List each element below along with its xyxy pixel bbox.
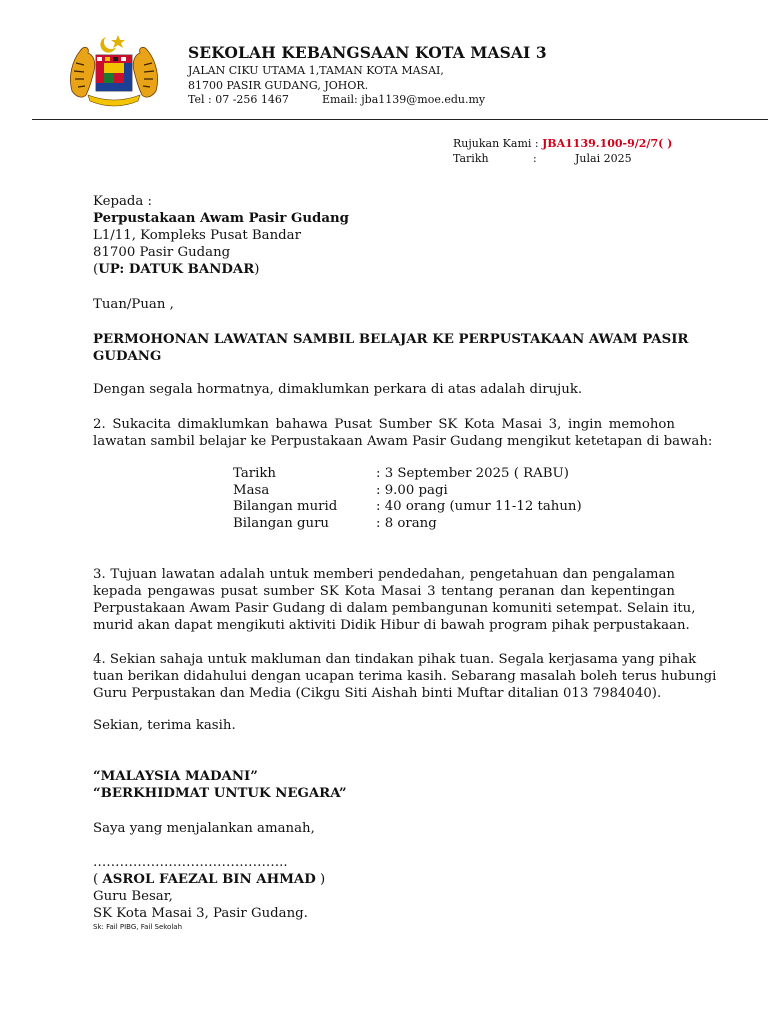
detail-value: : 8 orang	[376, 516, 437, 531]
attention-open: (	[93, 262, 99, 277]
reference-number: JBA1139.100-9/2/7( )	[542, 137, 673, 150]
malaysia-coat-of-arms-icon	[66, 33, 162, 109]
recipient-heading: Kepada :	[93, 194, 153, 209]
subject-line-2: GUDANG	[93, 349, 162, 364]
paragraph-4-line-1: 4. Sekian sahaja untuk makluman dan tindakan pihak tuan. Segala kerjasama yang pihak	[93, 652, 697, 667]
date-separator: :	[533, 152, 537, 165]
detail-label: Bilangan guru	[233, 516, 329, 531]
subject-line-1: PERMOHONAN LAWATAN SAMBIL BELAJAR KE PERPUSTAKAAN AWAM PASIR	[93, 332, 689, 347]
school-name: SEKOLAH KEBANGSAAN KOTA MASAI 3	[188, 43, 547, 62]
slogan-malaysia-madani: “MALAYSIA MADANI”	[93, 769, 258, 784]
carbon-copy-note: Sk: Fail PIBG, Fail Sekolah	[93, 923, 183, 931]
address-line-1: JALAN CIKU UTAMA 1,TAMAN KOTA MASAI,	[188, 64, 444, 77]
signature-dots: ……………………………………..	[93, 855, 288, 870]
paragraph-4-line-3: Guru Perpustakan dan Media (Cikgu Siti Aishah binti Muftar ditalian 013 7984040).	[93, 686, 662, 701]
paragraph-2-line-1: 2. Sukacita dimaklumkan bahawa Pusat Sumber SK Kota Masai 3, ingin memohon	[93, 417, 675, 432]
detail-label: Tarikh	[233, 466, 276, 481]
recipient-address-2: 81700 Pasir Gudang	[93, 245, 231, 260]
signatory-open: (	[93, 872, 103, 887]
detail-label: Masa	[233, 483, 270, 498]
paragraph-3-line-3: Perpustakaan Awam Pasir Gudang di dalam pembangunan komuniti setempat. Selain itu,	[93, 601, 696, 616]
recipient-address-1: L1/11, Kompleks Pusat Bandar	[93, 228, 301, 243]
slogan-berkhidmat: “BERKHIDMAT UNTUK NEGARA”	[93, 786, 347, 801]
attention-name: UP: DATUK BANDAR	[98, 262, 255, 277]
trust-line: Saya yang menjalankan amanah,	[93, 821, 315, 836]
date-value: Julai 2025	[575, 152, 632, 165]
subject	[93, 331, 689, 365]
header-divider	[32, 119, 768, 120]
closing: Sekian, terima kasih.	[93, 718, 236, 733]
paragraph-4	[93, 651, 717, 702]
email-address: Email: jba1139@moe.edu.my	[322, 93, 486, 106]
paragraph-3-line-4: murid akan dapat mengikuti aktiviti Didik Hibur di bawah program pihak perpustakaan.	[93, 618, 690, 633]
phone-number: Tel : 07 -256 1467	[188, 93, 289, 106]
signatory-full-name: ASROL FAEZAL BIN AHMAD	[102, 872, 316, 887]
salutation: Tuan/Puan ,	[93, 297, 174, 312]
date-label: Tarikh	[453, 152, 489, 165]
paragraph-2	[93, 416, 713, 450]
paragraph-3-line-2: kepada pengawas pusat sumber SK Kota Masai 3 tentang peranan dan kepentingan	[93, 584, 675, 599]
attention-line	[93, 262, 259, 277]
signatory-organisation: SK Kota Masai 3, Pasir Gudang.	[93, 906, 308, 921]
paragraph-3-line-1: 3. Tujuan lawatan adalah untuk memberi pendedahan, pengetahuan dan pengalaman	[93, 567, 675, 582]
reference-line	[453, 137, 672, 150]
paragraph-3	[93, 566, 696, 634]
detail-value: : 40 orang (umur 11-12 tahun)	[376, 499, 582, 514]
signatory-title: Guru Besar,	[93, 889, 173, 904]
detail-value: : 3 September 2025 ( RABU)	[376, 466, 569, 481]
attention-close: )	[254, 262, 260, 277]
signatory-name	[93, 872, 325, 887]
paragraph-4-line-2: tuan berikan didahului dengan ucapan terima kasih. Sebarang masalah boleh terus hubungi	[93, 669, 717, 684]
detail-value: : 9.00 pagi	[376, 483, 448, 498]
signatory-close: )	[315, 872, 326, 887]
detail-label: Bilangan murid	[233, 499, 338, 514]
paragraph-2-line-2: lawatan sambil belajar ke Perpustakaan Awam Pasir Gudang mengikut ketetapan di bawah:	[93, 434, 713, 449]
address-line-2: 81700 PASIR GUDANG, JOHOR.	[188, 79, 369, 92]
intro-paragraph: Dengan segala hormatnya, dimaklumkan perkara di atas adalah dirujuk.	[93, 382, 583, 397]
reference-label: Rujukan Kami :	[453, 137, 539, 150]
recipient-organisation: Perpustakaan Awam Pasir Gudang	[93, 211, 349, 226]
